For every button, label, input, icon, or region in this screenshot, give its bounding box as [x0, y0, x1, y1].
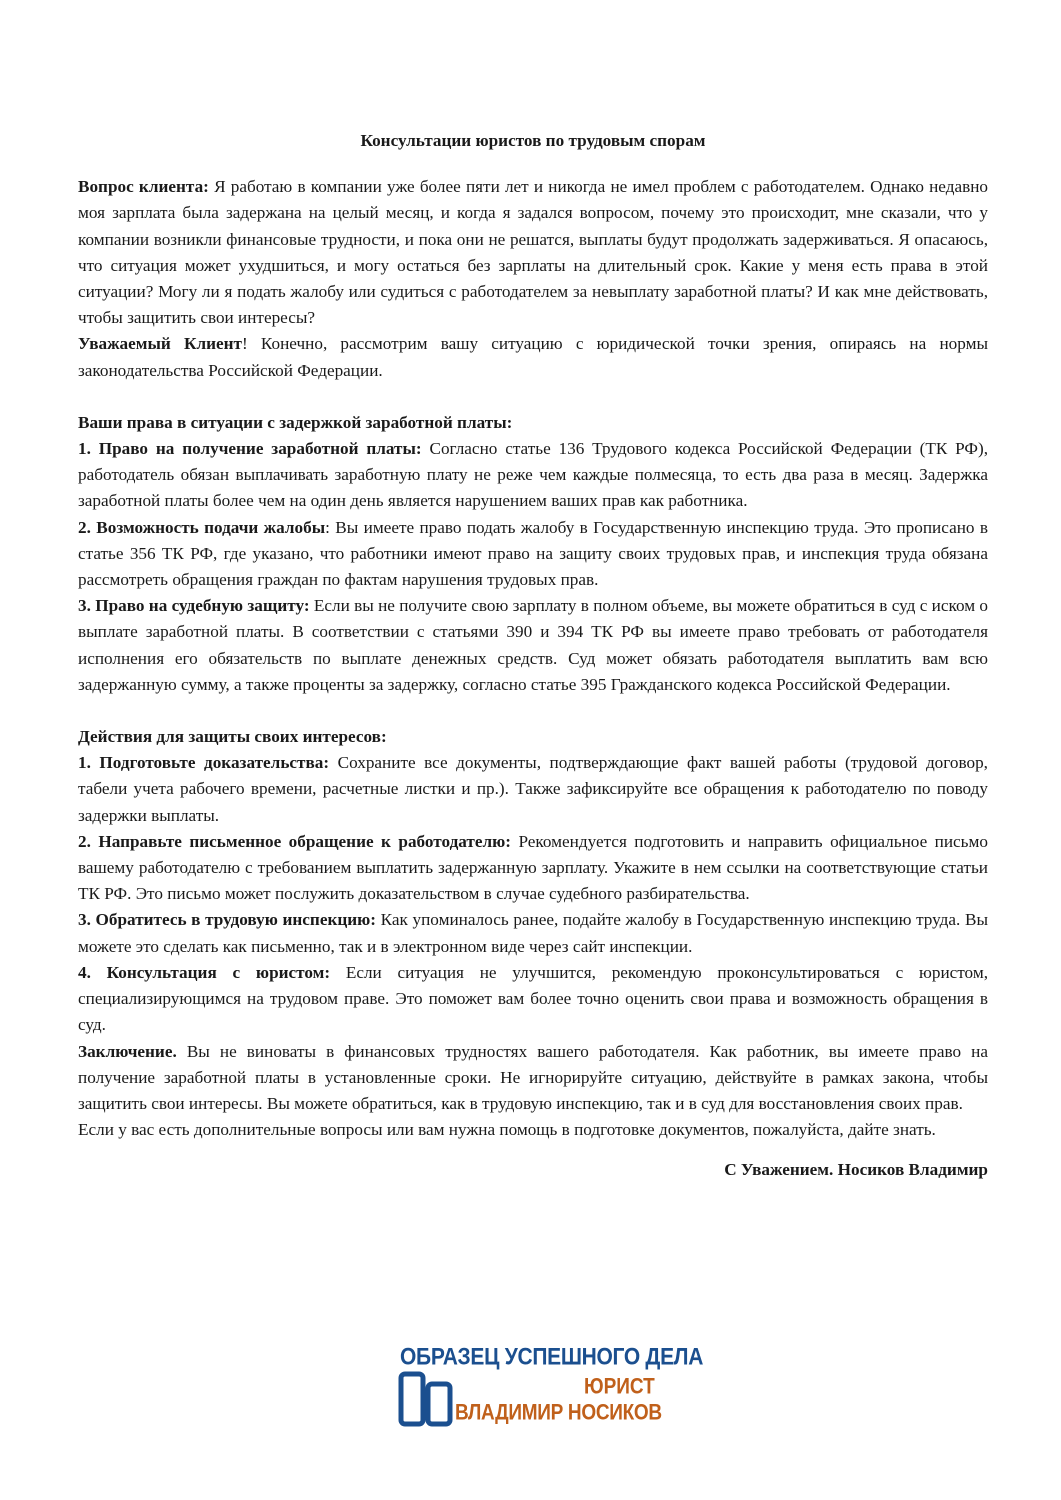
greeting-label: Уважаемый Клиент	[78, 334, 242, 354]
stamp-role: ЮРИСТ	[584, 1375, 655, 1400]
rights-heading: Ваши права в ситуации с задержкой заработной платы:	[78, 412, 513, 432]
question-label: Вопрос клиента:	[78, 177, 209, 197]
actions-heading: Действия для защиты своих интересов:	[78, 727, 387, 747]
spacer	[78, 384, 988, 410]
signature: С Уважением. Носиков Владимир	[724, 1160, 988, 1180]
question-text: Я работаю в компании уже более пяти лет и никогда не имел проблем с работодателем. Однако недавно моя зарплата была задержана на целый месяц, и когда я задался вопросом, почему это происходит, мне сказали, что у компании возникли финансовые трудности, и пока они не решатся, выплаты будут продолжать задерживаться. Я опасаюсь, что ситуация может ухудшиться, и могу остаться без зарплаты на длительный срок. Какие у меня есть права в этой ситуации? Могу ли я подать жалобу или судиться с работодателем за невыплату заработной платы? И как мне действовать, чтобы защитить свои интересы?	[78, 177, 988, 328]
conclusion-label: Заключение.	[78, 1041, 177, 1061]
actions-item: 4. Консультация с юристом: Если ситуация не улучшится, рекомендую проконсультироваться с юристом, специализирующимся на трудовом праве. Это поможет вам более точно оценить свои права и возможность обращения в суд.	[78, 962, 988, 1035]
document-title: Консультации юристов по трудовым спорам	[360, 131, 706, 150]
stamp-title: ОБРАЗЕЦ УСПЕШНОГО ДЕЛА	[400, 1344, 704, 1371]
rights-item: 2. Возможность подачи жалобы: Вы имеете право подать жалобу в Государственную инспекцию труда. Это прописано в статье 356 ТК РФ, где указано, что работники имеют право на защиту своих трудовых прав, и инспекция труда обязана рассмотреть обращения граждан по фактам нарушения трудовых прав.	[78, 517, 988, 590]
actions-item: 1. Подготовьте доказательства: Сохраните все документы, подтверждающие факт вашей работы (трудовой договор, табели учета рабочего времени, расчетные листки и пр.). Также зафиксируйте все обращения к работодателю по поводу задержки выплаты.	[78, 753, 988, 825]
stamp-name: ВЛАДИМИР НОСИКОВ	[455, 1401, 662, 1426]
spacer	[78, 698, 988, 724]
closing-paragraph: Если у вас есть дополнительные вопросы или вам нужна помощь в подготовке документов, пожалуйста, дайте знать.	[78, 1120, 936, 1140]
actions-item: 2. Направьте письменное обращение к работодателю: Рекомендуется подготовить и направить официальное письмо вашему работодателю с требованием выплатить задержанную зарплату. Укажите в нем ссылки на соответствующие статьи ТК РФ. Это письмо может послужить доказательством в случае судебного разбирательства.	[78, 831, 988, 904]
greeting-text: ! Конечно, рассмотрим вашу ситуацию с юридической точки зрения, опираясь на нормы законодательства Российской Федерации.	[78, 334, 989, 380]
document-page	[78, 128, 988, 1184]
greeting-paragraph	[78, 331, 988, 383]
actions-item: 3. Обратитесь в трудовую инспекцию: Как упоминалось ранее, подайте жалобу в Государственную инспекцию труда. Вы можете это сделать как письменно, так и в электронном виде через сайт инспекции.	[78, 910, 988, 956]
rights-item: 3. Право на судебную защиту: Если вы не получите свою зарплату в полном объеме, вы можете обратиться в суд с иском о выплате заработной платы. В соответствии с статьями 390 и 394 ТК РФ вы имеете право требовать от работодателя исполнения его обязательств по выплате денежных средств. Суд может обязать работодателя выплатить вам всю задержанную сумму, а также проценты за задержку, согласно статье 395 Гражданского кодекса Российской Федерации.	[78, 596, 988, 694]
client-question	[78, 174, 988, 331]
rights-item: 1. Право на получение заработной платы: Согласно статье 136 Трудового кодекса Российской Федерации (ТК РФ), работодатель обязан выплачивать заработную плату не реже чем каждые полмесяца, то есть два раза в месяц. Задержка заработной платы более чем на один день является нарушением ваших прав как работника.	[78, 439, 989, 511]
documents-icon	[398, 1370, 458, 1428]
case-stamp-logo	[398, 1342, 704, 1428]
conclusion-text: Вы не виноваты в финансовых трудностях вашего работодателя. Как работник, вы имеете право на получение заработной платы в установленные сроки. Не игнорируйте ситуацию, действуйте в рамках закона, чтобы защитить свои интересы. Вы можете обратиться, как в трудовую инспекцию, так и в суд для восстановления своих прав.	[78, 1041, 988, 1113]
conclusion-paragraph	[78, 1039, 988, 1118]
